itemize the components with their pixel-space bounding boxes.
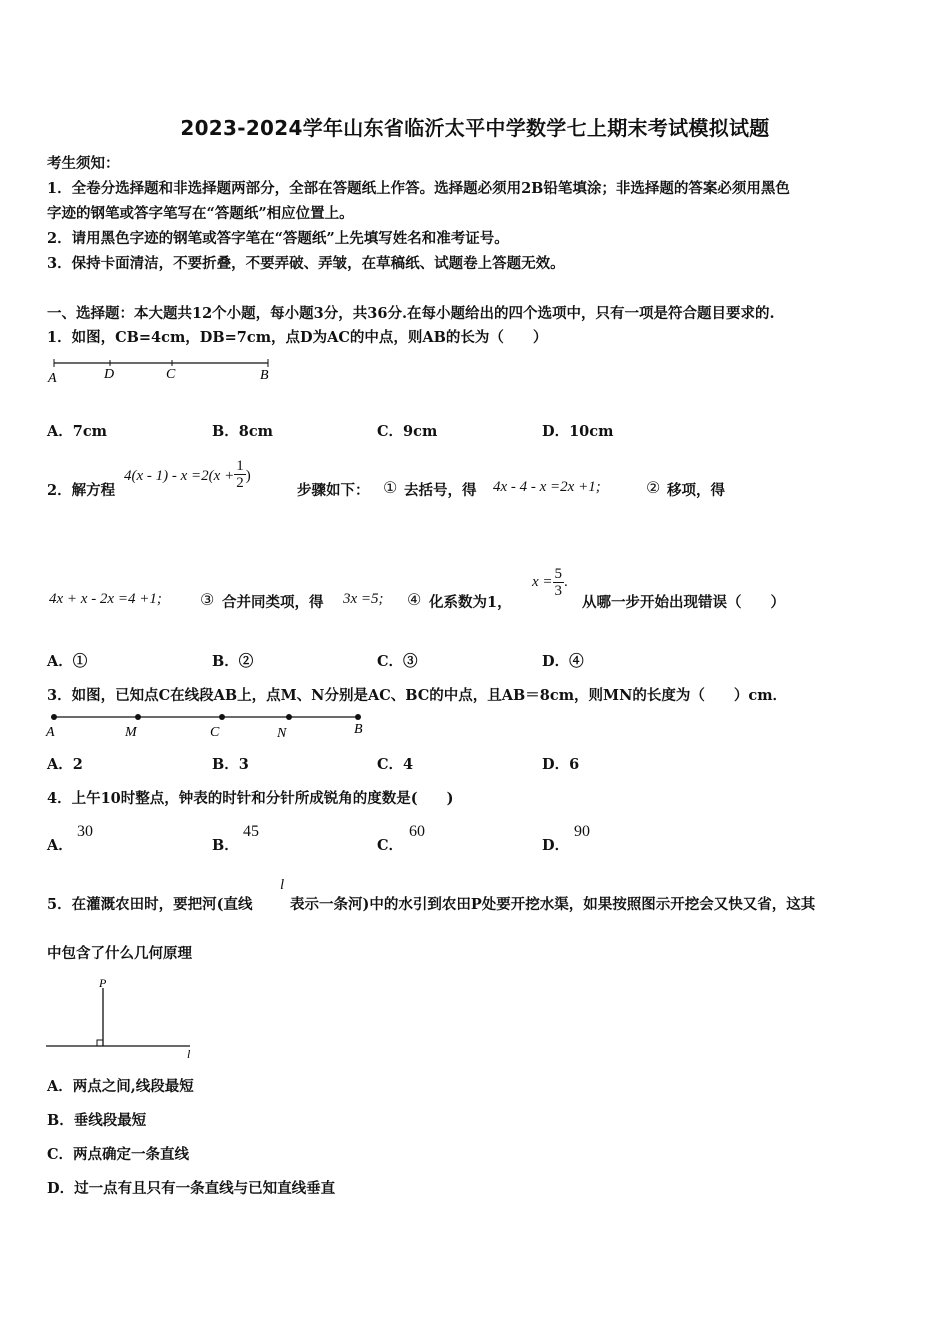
q3-option-d[interactable]: D．6: [542, 756, 580, 773]
notice-line-3: 3．保持卡面清洁，不要折叠，不要弄破、弄皱，在草稿纸、试题卷上答题无效。: [47, 255, 565, 272]
q3-point-a: [51, 714, 57, 720]
q4-option-b[interactable]: [212, 834, 239, 855]
q2-eq-left: 4(x - 1) - x =2(x +: [124, 467, 235, 484]
q2-step1-text: 去括号，得: [404, 482, 477, 499]
q2-step3-mark: ③: [200, 592, 215, 609]
q3-point-m: [135, 714, 141, 720]
q3-label-a: A: [46, 725, 55, 740]
q2-step1-eq: 4x - 4 - x =2x +1;: [493, 479, 601, 495]
q5-option-c[interactable]: C．两点确定一条直线: [47, 1146, 190, 1163]
q2-option-d[interactable]: D．④: [542, 653, 584, 670]
q4-option-c-letter: C．: [377, 837, 404, 854]
q4-option-a-letter: A．: [47, 837, 73, 854]
page-title: 2023-2024学年山东省临沂太平中学数学七上期末考试模拟试题: [180, 116, 770, 140]
q4-option-b-letter: B．: [212, 837, 239, 854]
notice-line-2: 2．请用黑色字迹的钢笔或答字笔在“答题纸”上先填写姓名和准考证号。: [47, 230, 509, 247]
q5-stem-b: 表示一条河)中的水引到农田P处要开挖水渠，如果按照图示开挖会又快又省，这其: [290, 896, 816, 913]
q1-label-c: C: [166, 367, 176, 382]
q4-option-c-value: 60: [409, 823, 425, 840]
q5-stem-c: 中包含了什么几何原理: [47, 945, 192, 962]
q5-label-p: P: [99, 976, 107, 990]
q3-point-c: [219, 714, 225, 720]
q4-option-a[interactable]: [47, 834, 73, 855]
q4-stem: 4．上午10时整点，钟表的时针和分针所成锐角的度数是( ): [47, 790, 454, 807]
q2-x-fraction: [553, 566, 565, 599]
q4-option-a-value: 30: [77, 823, 93, 840]
q2-step4-mark: ④: [407, 592, 422, 609]
q3-segment-figure: [44, 710, 374, 742]
q2-step3-eq: 3x =5;: [343, 591, 384, 607]
q4-option-b-value: 45: [243, 823, 259, 840]
q2-x-dot: .: [564, 573, 568, 590]
notice-line-1a: 1．全卷分选择题和非选择题两部分，全部在答题纸上作答。选择题必须用2B铅笔填涂；非选择题的答案必须用黑色: [47, 180, 790, 197]
q2-steps-intro: 步骤如下：: [297, 482, 370, 499]
q5-option-b[interactable]: B．垂线段最短: [47, 1112, 147, 1129]
q2-question-tail: 从哪一步开始出现错误（ ）: [582, 594, 785, 611]
q3-label-b: B: [354, 722, 363, 737]
q1-label-d: D: [104, 367, 115, 382]
q1-stem: 1．如图，CB=4cm，DB=7cm，点D为AC的中点，则AB的长为（ ）: [47, 329, 548, 346]
q3-point-b: [355, 714, 361, 720]
q1-option-d[interactable]: D．10cm: [542, 423, 614, 440]
q3-label-c: C: [210, 725, 220, 740]
q3-stem: 3．如图，已知点C在线段AB上，点M、N分别是AC、BC的中点，且AB＝8cm，则MN的长度为（ ）cm．: [47, 687, 788, 704]
q3-label-m: M: [125, 725, 137, 740]
q1-segment-figure: [44, 356, 284, 386]
q2-step2-mark: ②: [646, 480, 661, 497]
q3-point-n: [286, 714, 292, 720]
q2-x-eq: x =: [532, 573, 553, 590]
q4-option-d[interactable]: [542, 834, 569, 855]
q1-option-a[interactable]: A．7cm: [47, 423, 108, 440]
q1-label-b: B: [260, 368, 269, 383]
q2-step1-mark: ①: [383, 480, 398, 497]
q2-x-solution: [532, 566, 568, 599]
q5-stem-l: l: [280, 877, 285, 893]
q2-eq-fraction: [234, 458, 246, 491]
q5-perpendicular-figure: [44, 973, 204, 1063]
q2-option-a[interactable]: A．①: [47, 653, 88, 670]
q2-x-den: 3: [554, 583, 563, 599]
q2-eq-den: 2: [236, 475, 244, 491]
q1-option-b[interactable]: B．8cm: [212, 423, 274, 440]
q2-step2-text: 移项，得: [667, 482, 725, 499]
q2-step4-text: 化系数为1，: [429, 594, 512, 611]
q1-label-a: A: [48, 371, 57, 386]
q2-x-num: 5: [554, 566, 563, 582]
q2-step3-text: 合并同类项，得: [222, 594, 324, 611]
q4-option-d-letter: D．: [542, 837, 570, 854]
q5-label-l: l: [187, 1047, 191, 1061]
q3-label-n: N: [277, 726, 287, 741]
q3-option-c[interactable]: C．4: [377, 756, 414, 773]
q2-eq-close: ): [245, 467, 251, 484]
q5-option-d[interactable]: D．过一点有且只有一条直线与已知直线垂直: [47, 1180, 336, 1197]
notice-heading: 考生须知：: [47, 155, 120, 172]
q5-right-angle-mark: [97, 1040, 103, 1046]
q2-eq-num: 1: [236, 458, 244, 474]
q1-option-c[interactable]: C．9cm: [377, 423, 438, 440]
q4-option-c[interactable]: [377, 834, 403, 855]
q2-step2-eq: 4x + x - 2x =4 +1;: [49, 591, 162, 607]
q5-option-a[interactable]: A．两点之间,线段最短: [47, 1078, 194, 1095]
q3-option-b[interactable]: B．3: [212, 756, 249, 773]
q3-option-a[interactable]: A．2: [47, 756, 83, 773]
q2-prefix: 2．解方程: [47, 482, 116, 499]
q2-equation: [124, 458, 251, 491]
notice-line-1b: 字迹的钢笔或答字笔写在“答题纸”相应位置上。: [47, 205, 354, 222]
q2-option-c[interactable]: C．③: [377, 653, 418, 670]
q5-stem-a: 5．在灌溉农田时，要把河(直线: [47, 896, 253, 913]
q2-option-b[interactable]: B．②: [212, 653, 254, 670]
q4-option-d-value: 90: [574, 823, 590, 840]
section-heading: 一、选择题：本大题共12个小题，每小题3分，共36分.在每小题给出的四个选项中，只有一项是符合题目要求的.: [47, 305, 775, 322]
